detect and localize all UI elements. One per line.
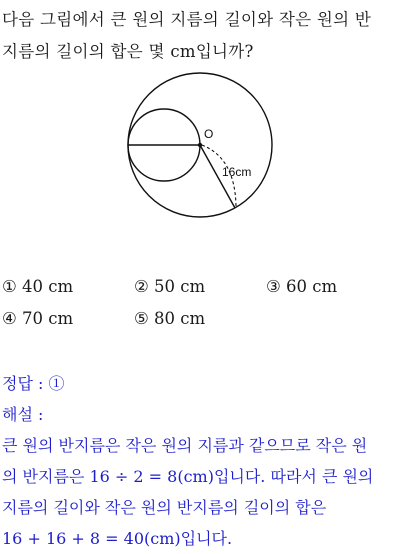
- explanation-line-3: 지름의 길이와 작은 원의 반지름의 길이의 합은: [2, 498, 327, 517]
- option-1-marker: ①: [2, 277, 17, 296]
- option-1[interactable]: [2, 277, 73, 296]
- center-point: [198, 143, 202, 147]
- answer-label: 정답 : ①: [2, 374, 65, 393]
- explanation-line-2: 의 반지름은 16 ÷ 2 = 8(cm)입니다. 따라서 큰 원의: [2, 467, 374, 486]
- circle-diagram: [118, 72, 278, 222]
- answer-section: [2, 368, 400, 554]
- option-4-text: 70 cm: [22, 309, 74, 328]
- option-3-text: 60 cm: [286, 277, 338, 296]
- option-3[interactable]: [266, 277, 337, 296]
- option-3-marker: ③: [266, 277, 281, 296]
- radius-label: 16cm: [222, 165, 252, 179]
- option-5[interactable]: [134, 309, 205, 328]
- explanation-line-1: 큰 원의 반지름은 작은 원의 지름과 같으므로 작은 원: [2, 436, 368, 455]
- explanation-label: 해설 :: [2, 405, 44, 424]
- question-line-2: 지름의 길이의 합은 몇 cm입니까?: [2, 42, 254, 61]
- option-5-text: 80 cm: [154, 309, 206, 328]
- option-4[interactable]: [2, 309, 73, 328]
- center-label: O: [204, 127, 214, 141]
- explanation-line-4: 16 + 16 + 8 = 40(cm)입니다.: [2, 529, 233, 548]
- option-4-marker: ④: [2, 309, 17, 328]
- option-2-text: 50 cm: [154, 277, 206, 296]
- option-5-marker: ⑤: [134, 309, 149, 328]
- question-text: [2, 4, 398, 68]
- question-line-1: 다음 그림에서 큰 원의 지름의 길이와 작은 원의 반: [2, 10, 372, 29]
- option-2-marker: ②: [134, 277, 149, 296]
- option-1-text: 40 cm: [22, 277, 74, 296]
- option-2[interactable]: [134, 277, 205, 296]
